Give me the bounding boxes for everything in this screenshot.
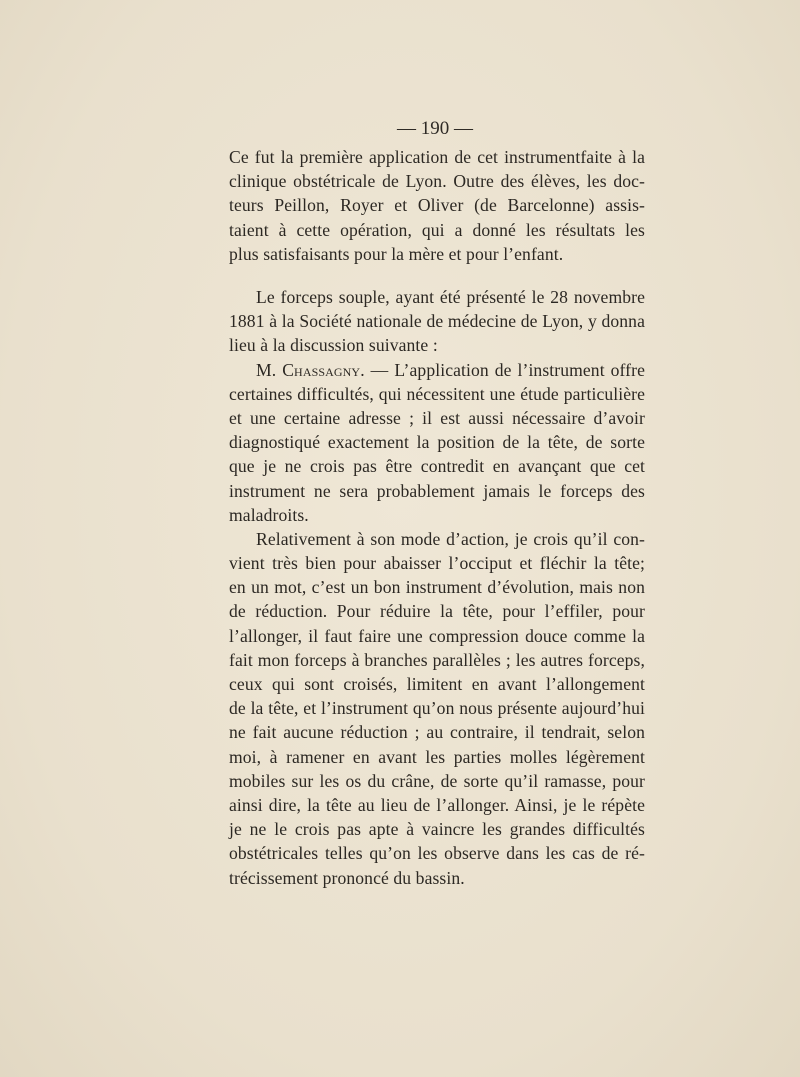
text-line: plus satisfaisants pour la mère et pour l’enfant.	[229, 243, 564, 264]
text-line: lieu à la discussion suivante :	[229, 335, 438, 356]
text-line: moi, à ramener en avant les parties molles légèrement	[229, 746, 645, 767]
speaker-name: Chassagny.	[282, 359, 365, 380]
text-line: trécissement prononcé du bassin.	[229, 867, 465, 888]
text-line: que je ne crois pas être contredit en avançant que cet	[229, 456, 645, 477]
text-line: ainsi dire, la tête au lieu de l’allonger. Ainsi, je le répète	[229, 794, 645, 815]
text-line: 1881 à la Société nationale de médecine de Lyon, y donna	[229, 311, 645, 332]
speech-opening: — L’application de l’instrument offre	[370, 359, 646, 380]
text-line: en un mot, c’est un bon instrument d’évolution, mais non	[229, 577, 645, 598]
text-line: clinique obstétricale de Lyon. Outre des élèves, les doc-	[229, 171, 645, 192]
text-line: de réduction. Pour réduire la tête, pour l’effiler, pour	[229, 601, 645, 622]
text-line: Le forceps souple, ayant été présenté le 28 novembre	[256, 287, 645, 307]
speaker-prefix: M.	[256, 359, 277, 380]
text-line: l’allonger, il faut faire une compression douce comme la	[229, 625, 645, 646]
text-line: ceux qui sont croisés, limitent en avant l’allongement	[229, 674, 645, 694]
text-line: instrument ne sera probablement jamais le forceps des	[229, 480, 645, 501]
paragraph-body	[229, 285, 645, 890]
text-line: Ce fut la première application de cet instrumentfaite à la	[229, 147, 645, 167]
text-line: je ne le crois pas apte à vaincre les grandes difficultés	[229, 819, 645, 840]
speaker-line	[229, 358, 645, 382]
text-line: mobiles sur les os du crâne, de sorte qu’il ramasse, pour	[229, 770, 645, 791]
text-line: et une certaine adresse ; il est aussi nécessaire d’avoir	[229, 407, 645, 428]
text-line: certaines difficultés, qui nécessitent une étude particulière	[229, 383, 645, 404]
text-line: taient à cette opération, qui a donné les résultats les	[229, 219, 645, 240]
text-line: ne fait aucune réduction ; au contraire, il tendrait, selon	[229, 722, 645, 743]
text-line: diagnostiqué exactement la position de la tête, de sorte	[229, 432, 645, 453]
text-line: obstétricales telles qu’on les observe dans les cas de ré-	[229, 843, 645, 864]
text-line: de la tête, et l’instrument qu’on nous présente aujourd’hui	[229, 698, 645, 719]
text-line: teurs Peillon, Royer et Oliver (de Barcelonne) assis-	[229, 195, 645, 216]
text-line: Relativement à son mode d’action, je crois qu’il con-	[256, 528, 645, 549]
text-line: fait mon forceps à branches parallèles ; les autres forceps,	[229, 649, 645, 670]
text-line: maladroits.	[229, 504, 309, 525]
paragraph-intro	[229, 145, 645, 266]
text-line: vient très bien pour abaisser l’occiput et fléchir la tête;	[229, 553, 645, 574]
page-number: — 190 —	[397, 118, 473, 139]
